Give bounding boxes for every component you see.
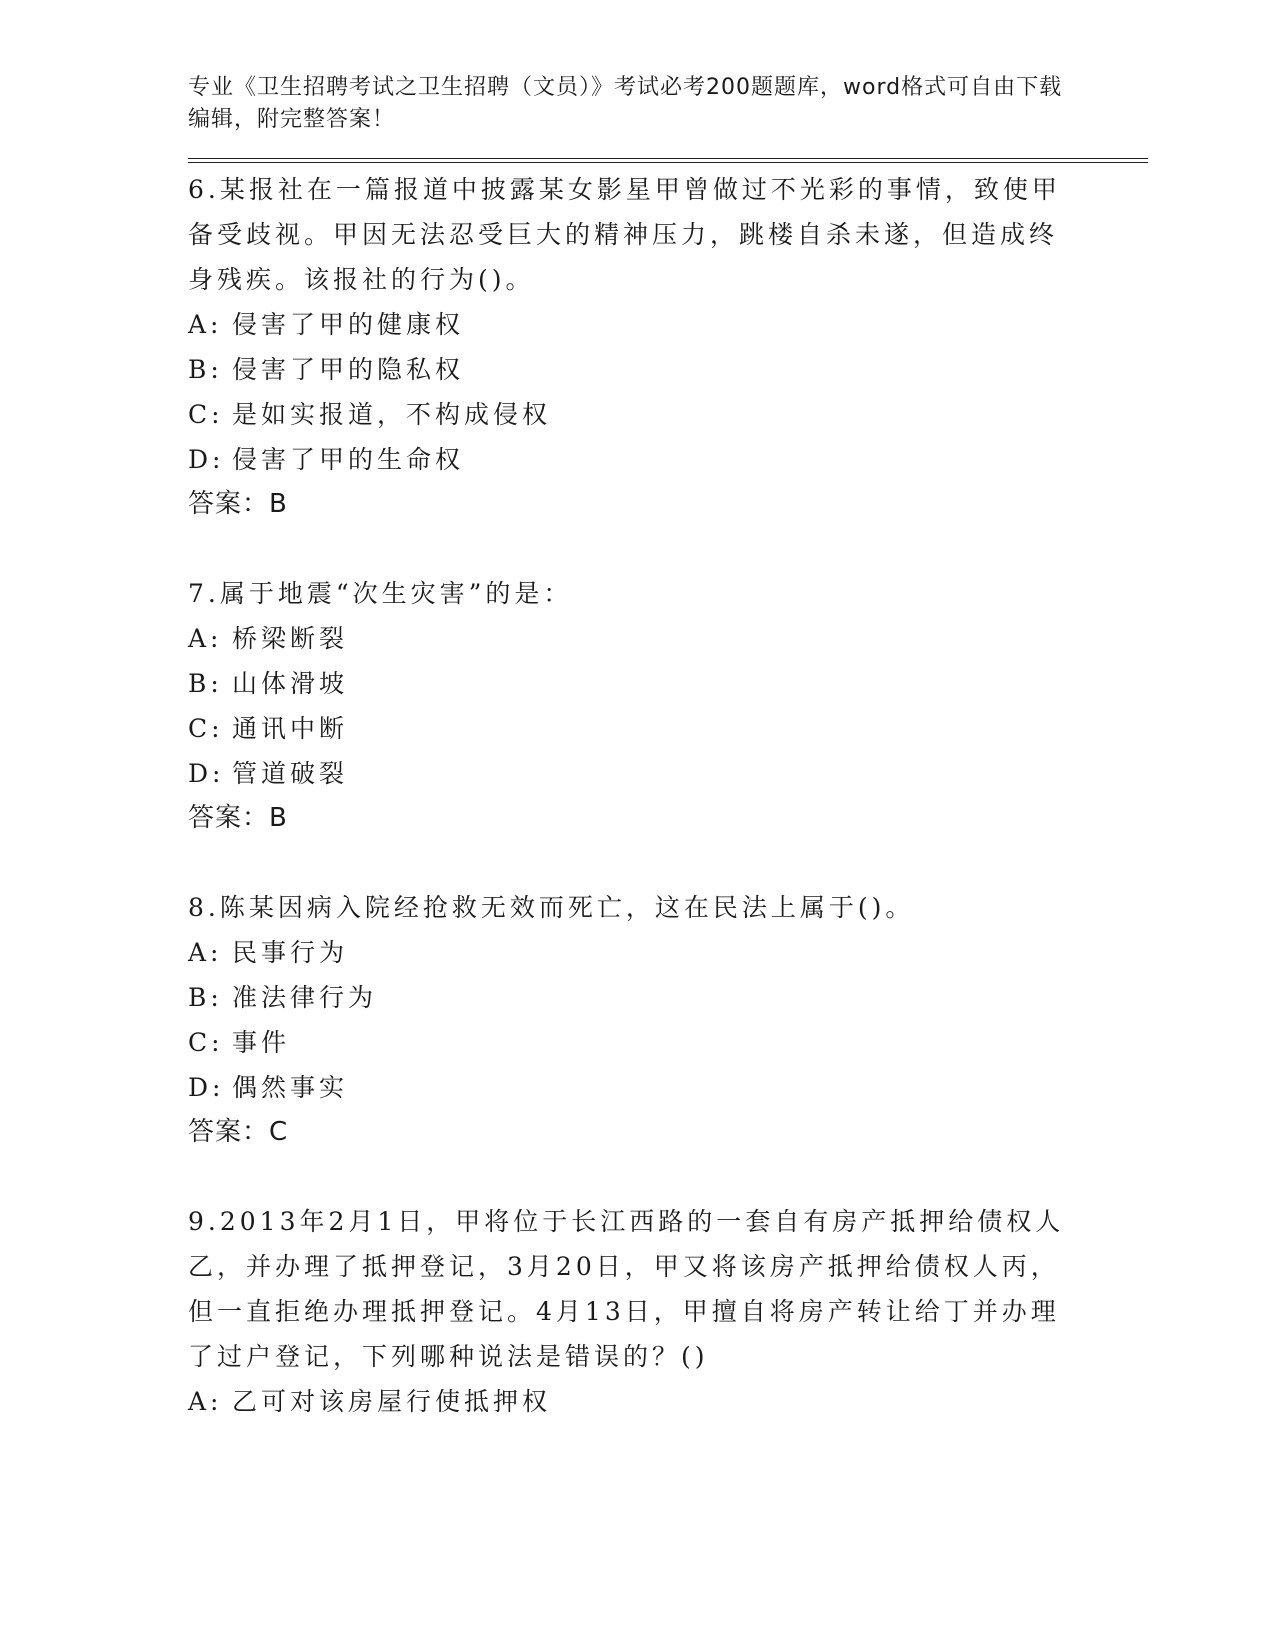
option-a xyxy=(188,1379,1068,1424)
option-c xyxy=(188,1020,1068,1065)
option-d xyxy=(188,1065,1068,1110)
option-text: 侵害了甲的健康权 xyxy=(232,310,465,339)
question-spacer xyxy=(188,1155,1148,1199)
option-key: B: xyxy=(188,355,223,384)
option-key: D: xyxy=(188,1073,225,1102)
option-key: B: xyxy=(188,983,223,1012)
option-text: 民事行为 xyxy=(232,938,349,967)
option-c xyxy=(188,706,1068,751)
question-stem: 7.属于地震“次生灾害”的是： xyxy=(188,579,573,608)
option-key: C: xyxy=(188,714,224,743)
answer-line: 答案：B xyxy=(188,803,288,833)
question-stem: 9.2013年2月1日，甲将位于长江西路的一套自有房产抵押给债权人乙，并办理了抵押登记，3月20日，甲又将该房产抵押给债权人丙，但一直拒绝办理抵押登记。4月13日，甲擅自将房产转让给丁并办理了过户登记，下列哪种说法是错误的？() xyxy=(188,1207,1065,1371)
question-8 xyxy=(188,885,1068,1155)
option-d xyxy=(188,437,1068,482)
option-text: 侵害了甲的隐私权 xyxy=(232,355,465,384)
question-6 xyxy=(188,167,1068,527)
document-page xyxy=(188,72,1148,1424)
option-text: 是如实报道，不构成侵权 xyxy=(232,400,552,429)
option-text: 乙可对该房屋行使抵押权 xyxy=(232,1387,552,1416)
option-key: D: xyxy=(188,759,225,788)
option-key: A: xyxy=(188,938,223,967)
option-key: C: xyxy=(188,400,224,429)
option-key: D: xyxy=(188,445,225,474)
option-text: 通讯中断 xyxy=(232,714,349,743)
option-text: 桥梁断裂 xyxy=(232,624,349,653)
question-9 xyxy=(188,1199,1068,1424)
option-text: 事件 xyxy=(232,1028,291,1057)
option-key: B: xyxy=(188,669,223,698)
option-key: C: xyxy=(188,1028,224,1057)
answer-line: 答案：B xyxy=(188,489,288,519)
question-stem: 8.陈某因病入院经抢救无效而死亡，这在民法上属于()。 xyxy=(188,893,915,922)
option-b xyxy=(188,347,1068,392)
option-a xyxy=(188,302,1068,347)
question-stem: 6.某报社在一篇报道中披露某女影星甲曾做过不光彩的事情，致使甲备受歧视。甲因无法忍受巨大的精神压力，跳楼自杀未遂，但造成终身残疾。该报社的行为()。 xyxy=(188,175,1061,294)
option-c xyxy=(188,392,1068,437)
option-b xyxy=(188,661,1068,706)
option-text: 山体滑坡 xyxy=(232,669,349,698)
option-b xyxy=(188,975,1068,1020)
option-key: A: xyxy=(188,1387,223,1416)
option-text: 侵害了甲的生命权 xyxy=(232,445,465,474)
header-divider xyxy=(188,158,1148,163)
option-key: A: xyxy=(188,310,223,339)
document-header: 专业《卫生招聘考试之卫生招聘（文员）》考试必考200题题库，word格式可自由下载编辑，附完整答案！ xyxy=(188,75,1063,132)
option-text: 管道破裂 xyxy=(232,759,349,788)
option-a xyxy=(188,616,1068,661)
option-text: 准法律行为 xyxy=(232,983,378,1012)
option-key: A: xyxy=(188,624,223,653)
option-d xyxy=(188,751,1068,796)
answer-line: 答案：C xyxy=(188,1117,289,1147)
question-spacer xyxy=(188,527,1148,571)
option-a xyxy=(188,930,1068,975)
option-text: 偶然事实 xyxy=(232,1073,349,1102)
question-7 xyxy=(188,571,1068,841)
question-spacer xyxy=(188,841,1148,885)
